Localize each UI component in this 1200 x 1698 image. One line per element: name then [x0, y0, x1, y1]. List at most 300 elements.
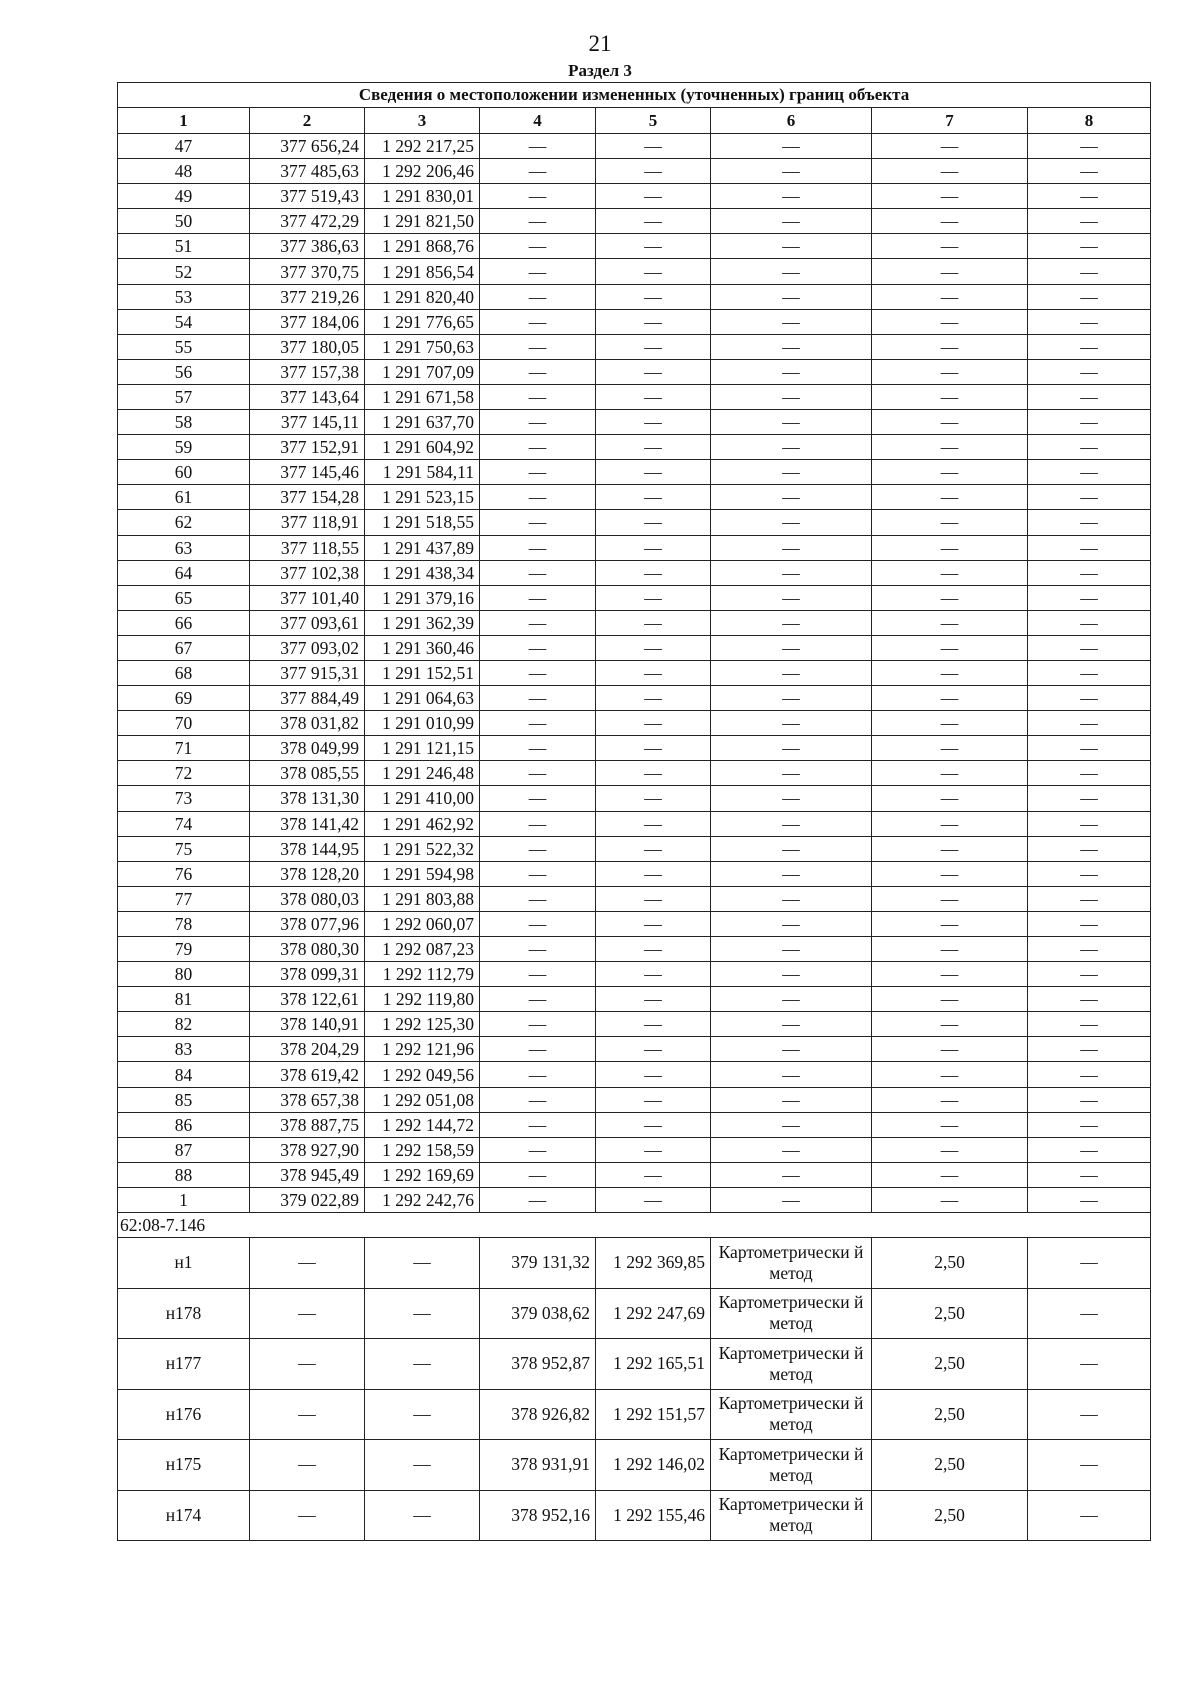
dash-cell: —: [596, 610, 711, 635]
y-coordinate-cell: 1 291 121,15: [365, 736, 480, 761]
x-coordinate-cell: 377 485,63: [250, 159, 365, 184]
dash-cell: —: [872, 510, 1028, 535]
dash-cell: —: [480, 284, 596, 309]
dash-cell: —: [480, 485, 596, 510]
dash-cell: —: [1028, 560, 1151, 585]
dash-cell: —: [711, 962, 872, 987]
table-row: [118, 1339, 1151, 1390]
dash-cell: —: [711, 259, 872, 284]
x-coordinate-cell: 377 102,38: [250, 560, 365, 585]
dash-cell: —: [480, 836, 596, 861]
table-row: [118, 560, 1151, 585]
point-id-cell: 88: [118, 1162, 250, 1187]
dash-cell: —: [1028, 585, 1151, 610]
dash-cell: —: [711, 610, 872, 635]
dash-cell: —: [711, 184, 872, 209]
dash-cell: —: [872, 711, 1028, 736]
y-coordinate-cell: 1 291 604,92: [365, 435, 480, 460]
dash-cell: —: [596, 334, 711, 359]
dash-cell: —: [711, 460, 872, 485]
table-row: [118, 585, 1151, 610]
table-row: [118, 1062, 1151, 1087]
y-coordinate-cell: 1 291 437,89: [365, 535, 480, 560]
dash-cell: —: [480, 560, 596, 585]
dash-cell: —: [872, 761, 1028, 786]
dash-cell: —: [1028, 861, 1151, 886]
dash-cell: —: [711, 861, 872, 886]
column-number: 3: [365, 108, 480, 134]
dash-cell: —: [250, 1238, 365, 1289]
table-row: [118, 159, 1151, 184]
dash-cell: —: [480, 435, 596, 460]
point-id-cell: н176: [118, 1389, 250, 1440]
y-coordinate-cell: 1 292 112,79: [365, 962, 480, 987]
dash-cell: —: [872, 635, 1028, 660]
x-coordinate-cell: 378 080,30: [250, 937, 365, 962]
table-row: [118, 234, 1151, 259]
dash-cell: —: [711, 987, 872, 1012]
dash-cell: —: [480, 359, 596, 384]
y-coordinate-cell: 1 292 125,30: [365, 1012, 480, 1037]
dash-cell: —: [480, 911, 596, 936]
dash-cell: —: [872, 660, 1028, 685]
table-row: [118, 1389, 1151, 1440]
dash-cell: —: [711, 234, 872, 259]
table-row: [118, 435, 1151, 460]
dash-cell: —: [872, 1162, 1028, 1187]
y-coordinate-cell: 1 291 152,51: [365, 660, 480, 685]
dash-cell: —: [480, 1162, 596, 1187]
dash-cell: —: [1028, 711, 1151, 736]
x-coordinate-cell: 378 080,03: [250, 886, 365, 911]
dash-cell: —: [480, 660, 596, 685]
dash-cell: —: [596, 836, 711, 861]
dash-cell: —: [872, 937, 1028, 962]
table-row: [118, 987, 1151, 1012]
point-id-cell: 61: [118, 485, 250, 510]
point-id-cell: 62: [118, 510, 250, 535]
dash-cell: —: [480, 159, 596, 184]
dash-cell: —: [872, 159, 1028, 184]
dash-cell: —: [596, 134, 711, 159]
dash-cell: —: [872, 460, 1028, 485]
y-coordinate-cell: 1 292 158,59: [365, 1137, 480, 1162]
y-coordinate-cell: 1 291 362,39: [365, 610, 480, 635]
new-y-coordinate-cell: 1 292 151,57: [596, 1389, 711, 1440]
y-coordinate-cell: 1 291 462,92: [365, 811, 480, 836]
method-cell: Картометрически й метод: [711, 1490, 872, 1541]
group-label: 62:08-7.146: [118, 1213, 1151, 1238]
table-row: [118, 334, 1151, 359]
y-coordinate-cell: 1 292 206,46: [365, 159, 480, 184]
table-row: [118, 1288, 1151, 1339]
table-row: [118, 937, 1151, 962]
dash-cell: —: [711, 886, 872, 911]
dash-cell: —: [1028, 159, 1151, 184]
dash-cell: —: [1028, 736, 1151, 761]
x-coordinate-cell: 377 143,64: [250, 384, 365, 409]
dash-cell: —: [872, 610, 1028, 635]
x-coordinate-cell: 378 927,90: [250, 1137, 365, 1162]
x-coordinate-cell: 378 122,61: [250, 987, 365, 1012]
table-row: [118, 635, 1151, 660]
table-row: [118, 886, 1151, 911]
dash-cell: —: [480, 886, 596, 911]
dash-cell: —: [596, 1162, 711, 1187]
dash-cell: —: [596, 711, 711, 736]
y-coordinate-cell: 1 292 121,96: [365, 1037, 480, 1062]
dash-cell: —: [1028, 1012, 1151, 1037]
dash-cell: —: [596, 1187, 711, 1212]
dash-cell: —: [480, 410, 596, 435]
x-coordinate-cell: 377 093,61: [250, 610, 365, 635]
point-id-cell: 73: [118, 786, 250, 811]
point-id-cell: 60: [118, 460, 250, 485]
y-coordinate-cell: 1 292 242,76: [365, 1187, 480, 1212]
column-number: 7: [872, 108, 1028, 134]
y-coordinate-cell: 1 291 438,34: [365, 560, 480, 585]
dash-cell: —: [1028, 786, 1151, 811]
dash-cell: —: [480, 635, 596, 660]
point-id-cell: 65: [118, 585, 250, 610]
table-row: [118, 510, 1151, 535]
column-number: 8: [1028, 108, 1151, 134]
dash-cell: —: [1028, 1112, 1151, 1137]
dash-cell: —: [1028, 1137, 1151, 1162]
dash-cell: —: [872, 1087, 1028, 1112]
dash-cell: —: [1028, 535, 1151, 560]
point-id-cell: 1: [118, 1187, 250, 1212]
x-coordinate-cell: 377 145,11: [250, 410, 365, 435]
dash-cell: —: [711, 410, 872, 435]
x-coordinate-cell: 378 085,55: [250, 761, 365, 786]
dash-cell: —: [872, 560, 1028, 585]
accuracy-cell: 2,50: [872, 1288, 1028, 1339]
dash-cell: —: [480, 962, 596, 987]
dash-cell: —: [596, 1087, 711, 1112]
column-number: 1: [118, 108, 250, 134]
point-id-cell: н174: [118, 1490, 250, 1541]
point-id-cell: 50: [118, 209, 250, 234]
table-row: [118, 1162, 1151, 1187]
dash-cell: —: [872, 1037, 1028, 1062]
dash-cell: —: [1028, 962, 1151, 987]
dash-cell: —: [596, 284, 711, 309]
dash-cell: —: [711, 686, 872, 711]
point-id-cell: 49: [118, 184, 250, 209]
dash-cell: —: [596, 560, 711, 585]
accuracy-cell: 2,50: [872, 1339, 1028, 1390]
y-coordinate-cell: 1 291 010,99: [365, 711, 480, 736]
x-coordinate-cell: 378 141,42: [250, 811, 365, 836]
dash-cell: —: [480, 334, 596, 359]
new-y-coordinate-cell: 1 292 146,02: [596, 1440, 711, 1491]
table-row: [118, 1137, 1151, 1162]
x-coordinate-cell: 378 077,96: [250, 911, 365, 936]
dash-cell: —: [596, 309, 711, 334]
table-caption: Сведения о местоположении измененных (уточненных) границ объекта: [118, 83, 1151, 108]
new-y-coordinate-cell: 1 292 165,51: [596, 1339, 711, 1390]
x-coordinate-cell: 377 519,43: [250, 184, 365, 209]
point-id-cell: 59: [118, 435, 250, 460]
dash-cell: —: [711, 159, 872, 184]
dash-cell: —: [711, 1012, 872, 1037]
point-id-cell: 76: [118, 861, 250, 886]
dash-cell: —: [480, 234, 596, 259]
point-id-cell: 87: [118, 1137, 250, 1162]
point-id-cell: 64: [118, 560, 250, 585]
dash-cell: —: [711, 1087, 872, 1112]
x-coordinate-cell: 377 184,06: [250, 309, 365, 334]
point-id-cell: 63: [118, 535, 250, 560]
dash-cell: —: [711, 711, 872, 736]
table-row: [118, 209, 1151, 234]
point-id-cell: 82: [118, 1012, 250, 1037]
dash-cell: —: [872, 1187, 1028, 1212]
dash-cell: —: [1028, 1490, 1151, 1541]
x-coordinate-cell: 377 180,05: [250, 334, 365, 359]
method-cell: Картометрически й метод: [711, 1238, 872, 1289]
dash-cell: —: [1028, 635, 1151, 660]
table-row: [118, 184, 1151, 209]
dash-cell: —: [480, 460, 596, 485]
dash-cell: —: [596, 635, 711, 660]
x-coordinate-cell: 377 656,24: [250, 134, 365, 159]
dash-cell: —: [1028, 886, 1151, 911]
dash-cell: —: [480, 585, 596, 610]
dash-cell: —: [1028, 761, 1151, 786]
dash-cell: —: [872, 686, 1028, 711]
table-row: [118, 1187, 1151, 1212]
y-coordinate-cell: 1 291 594,98: [365, 861, 480, 886]
dash-cell: —: [250, 1490, 365, 1541]
point-id-cell: 47: [118, 134, 250, 159]
table-row: [118, 309, 1151, 334]
table-row: [118, 134, 1151, 159]
table-row: [118, 485, 1151, 510]
y-coordinate-cell: 1 291 246,48: [365, 761, 480, 786]
dash-cell: —: [480, 1187, 596, 1212]
accuracy-cell: 2,50: [872, 1490, 1028, 1541]
y-coordinate-cell: 1 291 776,65: [365, 309, 480, 334]
dash-cell: —: [1028, 460, 1151, 485]
dash-cell: —: [1028, 1087, 1151, 1112]
dash-cell: —: [1028, 811, 1151, 836]
point-id-cell: н178: [118, 1288, 250, 1339]
dash-cell: —: [596, 937, 711, 962]
dash-cell: —: [872, 861, 1028, 886]
boundary-coordinates-table: [117, 82, 1151, 1541]
dash-cell: —: [480, 786, 596, 811]
dash-cell: —: [711, 309, 872, 334]
dash-cell: —: [711, 435, 872, 460]
x-coordinate-cell: 378 131,30: [250, 786, 365, 811]
x-coordinate-cell: 378 049,99: [250, 736, 365, 761]
dash-cell: —: [711, 134, 872, 159]
table-row: [118, 1490, 1151, 1541]
table-row: [118, 384, 1151, 409]
dash-cell: —: [596, 460, 711, 485]
dash-cell: —: [596, 1012, 711, 1037]
y-coordinate-cell: 1 292 087,23: [365, 937, 480, 962]
dash-cell: —: [480, 1062, 596, 1087]
column-number: 6: [711, 108, 872, 134]
dash-cell: —: [480, 134, 596, 159]
dash-cell: —: [711, 284, 872, 309]
table-row: [118, 811, 1151, 836]
dash-cell: —: [480, 184, 596, 209]
point-id-cell: 70: [118, 711, 250, 736]
table-row: [118, 1238, 1151, 1289]
dash-cell: —: [596, 686, 711, 711]
dash-cell: —: [1028, 1389, 1151, 1440]
dash-cell: —: [872, 736, 1028, 761]
dash-cell: —: [1028, 1440, 1151, 1491]
dash-cell: —: [872, 259, 1028, 284]
dash-cell: —: [250, 1440, 365, 1491]
dash-cell: —: [365, 1339, 480, 1390]
dash-cell: —: [872, 184, 1028, 209]
point-id-cell: 52: [118, 259, 250, 284]
dash-cell: —: [596, 786, 711, 811]
new-x-coordinate-cell: 378 931,91: [480, 1440, 596, 1491]
y-coordinate-cell: 1 292 119,80: [365, 987, 480, 1012]
dash-cell: —: [480, 1087, 596, 1112]
dash-cell: —: [596, 1062, 711, 1087]
dash-cell: —: [711, 1137, 872, 1162]
dash-cell: —: [711, 786, 872, 811]
dash-cell: —: [711, 736, 872, 761]
point-id-cell: 85: [118, 1087, 250, 1112]
table-row: [118, 686, 1151, 711]
point-id-cell: 86: [118, 1112, 250, 1137]
dash-cell: —: [596, 886, 711, 911]
dash-cell: —: [711, 209, 872, 234]
dash-cell: —: [1028, 259, 1151, 284]
x-coordinate-cell: 378 204,29: [250, 1037, 365, 1062]
dash-cell: —: [480, 861, 596, 886]
dash-cell: —: [872, 836, 1028, 861]
dash-cell: —: [711, 1187, 872, 1212]
dash-cell: —: [596, 761, 711, 786]
dash-cell: —: [365, 1238, 480, 1289]
dash-cell: —: [1028, 134, 1151, 159]
point-id-cell: н1: [118, 1238, 250, 1289]
section-title: Раздел 3: [568, 61, 632, 80]
dash-cell: —: [480, 610, 596, 635]
x-coordinate-cell: 377 157,38: [250, 359, 365, 384]
point-id-cell: 53: [118, 284, 250, 309]
table-row: [118, 1440, 1151, 1491]
x-coordinate-cell: 378 099,31: [250, 962, 365, 987]
point-id-cell: 57: [118, 384, 250, 409]
y-coordinate-cell: 1 291 410,00: [365, 786, 480, 811]
dash-cell: —: [872, 410, 1028, 435]
dash-cell: —: [872, 911, 1028, 936]
dash-cell: —: [480, 1137, 596, 1162]
dash-cell: —: [596, 962, 711, 987]
new-y-coordinate-cell: 1 292 247,69: [596, 1288, 711, 1339]
dash-cell: —: [1028, 435, 1151, 460]
dash-cell: —: [1028, 1288, 1151, 1339]
dash-cell: —: [1028, 209, 1151, 234]
dash-cell: —: [596, 911, 711, 936]
table-row: [118, 861, 1151, 886]
dash-cell: —: [596, 384, 711, 409]
point-id-cell: 48: [118, 159, 250, 184]
group-row: [118, 1213, 1151, 1238]
dash-cell: —: [872, 1112, 1028, 1137]
table-row: [118, 259, 1151, 284]
accuracy-cell: 2,50: [872, 1389, 1028, 1440]
method-cell: Картометрически й метод: [711, 1389, 872, 1440]
table-row: [118, 1012, 1151, 1037]
point-id-cell: н175: [118, 1440, 250, 1491]
dash-cell: —: [1028, 1187, 1151, 1212]
dash-cell: —: [480, 761, 596, 786]
table-row: [118, 1112, 1151, 1137]
dash-cell: —: [480, 535, 596, 560]
dash-cell: —: [480, 686, 596, 711]
x-coordinate-cell: 377 093,02: [250, 635, 365, 660]
table-row: [118, 836, 1151, 861]
dash-cell: —: [596, 359, 711, 384]
x-coordinate-cell: 378 619,42: [250, 1062, 365, 1087]
dash-cell: —: [250, 1288, 365, 1339]
point-id-cell: 71: [118, 736, 250, 761]
y-coordinate-cell: 1 291 868,76: [365, 234, 480, 259]
dash-cell: —: [596, 736, 711, 761]
dash-cell: —: [872, 987, 1028, 1012]
dash-cell: —: [596, 660, 711, 685]
dash-cell: —: [596, 184, 711, 209]
y-coordinate-cell: 1 291 379,16: [365, 585, 480, 610]
dash-cell: —: [711, 937, 872, 962]
page-number: 21: [588, 31, 612, 56]
point-id-cell: 58: [118, 410, 250, 435]
dash-cell: —: [872, 435, 1028, 460]
y-coordinate-cell: 1 292 217,25: [365, 134, 480, 159]
dash-cell: —: [872, 1012, 1028, 1037]
x-coordinate-cell: 378 887,75: [250, 1112, 365, 1137]
point-id-cell: 66: [118, 610, 250, 635]
point-id-cell: 72: [118, 761, 250, 786]
dash-cell: —: [480, 811, 596, 836]
point-id-cell: н177: [118, 1339, 250, 1390]
dash-cell: —: [1028, 309, 1151, 334]
point-id-cell: 75: [118, 836, 250, 861]
dash-cell: —: [711, 1062, 872, 1087]
x-coordinate-cell: 378 945,49: [250, 1162, 365, 1187]
table-row: [118, 610, 1151, 635]
dash-cell: —: [711, 560, 872, 585]
x-coordinate-cell: 378 657,38: [250, 1087, 365, 1112]
dash-cell: —: [596, 435, 711, 460]
dash-cell: —: [480, 711, 596, 736]
dash-cell: —: [872, 1137, 1028, 1162]
point-id-cell: 84: [118, 1062, 250, 1087]
dash-cell: —: [1028, 485, 1151, 510]
x-coordinate-cell: 378 031,82: [250, 711, 365, 736]
y-coordinate-cell: 1 291 637,70: [365, 410, 480, 435]
table-body: [118, 134, 1151, 1541]
new-x-coordinate-cell: 379 038,62: [480, 1288, 596, 1339]
y-coordinate-cell: 1 291 707,09: [365, 359, 480, 384]
dash-cell: —: [1028, 234, 1151, 259]
dash-cell: —: [711, 1162, 872, 1187]
point-id-cell: 83: [118, 1037, 250, 1062]
table-row: [118, 284, 1151, 309]
